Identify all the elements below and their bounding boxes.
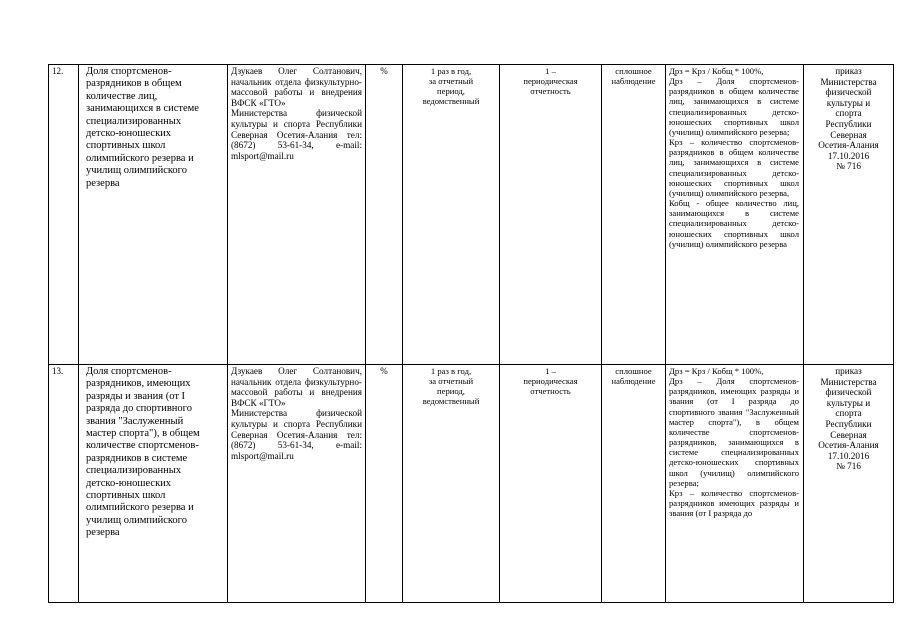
- unit-of-measure: %: [366, 365, 403, 603]
- legal-basis: приказ Министерства физической культуры и спорта Республики Северная Осетия-Алания 17.10.2016 № 716: [804, 65, 894, 365]
- data-source-type: 1 – периодическая отчетность: [500, 65, 602, 365]
- data-source-type: 1 – периодическая отчетность: [500, 365, 602, 603]
- indicators-table: [48, 64, 894, 603]
- collection-method: сплошное наблюдение: [602, 365, 666, 603]
- calculation-formula: Дрз = Крз / Кобщ * 100%, Дрз – Доля спортсменов-разрядников, имеющих разряды и звания (от I разряда до спортивного звания "Заслуженный мастер спорта"), в общем количестве спортсменов-разрядников, занимающихся в системе специализированных детско-юношеских спортивных школ (училищ) олимпийского резерва; Крз – количество спортсменов-разрядников имеющих разряды и звания (от I разряда до: [666, 365, 804, 603]
- frequency: 1 раз в год, за отчетный период, ведомственный: [403, 365, 500, 603]
- responsible-person: Дзукаев Олег Солтанович, начальник отдела физкультурно-массовой работы и внедрения ВФСК «ГТО» Министерства физической культуры и спорта Республики Северная Осетия-Алания тел: (8672) 53-61-34, e-mail: mlsport@mail.ru: [228, 65, 366, 365]
- indicator-name: Доля спортсменов- разрядников в общем количестве лиц, занимающихся в системе специализированных детско-юношеских спортивных школ олимпийского резерва и училищ олимпийского резерва: [79, 65, 228, 365]
- frequency: 1 раз в год, за отчетный период, ведомственный: [403, 65, 500, 365]
- responsible-person: Дзукаев Олег Солтанович, начальник отдела физкультурно-массовой работы и внедрения ВФСК «ГТО» Министерства физической культуры и спорта Республики Северная Осетия-Алания тел: (8672) 53-61-34, e-mail: mlsport@mail.ru: [228, 365, 366, 603]
- unit-of-measure: %: [366, 65, 403, 365]
- legal-basis: приказ Министерства физической культуры и спорта Республики Северная Осетия-Алания 17.10.2016 № 716: [804, 365, 894, 603]
- indicator-name: Доля спортсменов- разрядников, имеющих разряды и звания (от I разряда до спортивного звания "Заслуженный мастер спорта"), в общем количестве спортсменов- разрядников в системе специализированных детско-юношеских спортивных школ олимпийского резерва и училищ олимпийского резерва: [79, 365, 228, 603]
- table-row: [49, 65, 894, 365]
- table-row: [49, 365, 894, 603]
- row-number: 12.: [49, 65, 79, 365]
- calculation-formula: Дрз = Крз / Кобщ * 100%, Дрз – Доля спортсменов-разрядников в общем количестве лиц, занимающихся в системе специализированных детско-юношеских спортивных школ (училищ) олимпийского резерва; Крз – количество спортсменов-разрядников в общем количестве лиц, занимающихся в системе специализированных детско-юношеских спортивных школ (училищ) олимпийского резерва, Кобщ - общее количество лиц, занимающихся в системе специализированных детско-юношеских спортивных школ (училищ) олимпийского резерва: [666, 65, 804, 365]
- collection-method: сплошное наблюдение: [602, 65, 666, 365]
- row-number: 13.: [49, 365, 79, 603]
